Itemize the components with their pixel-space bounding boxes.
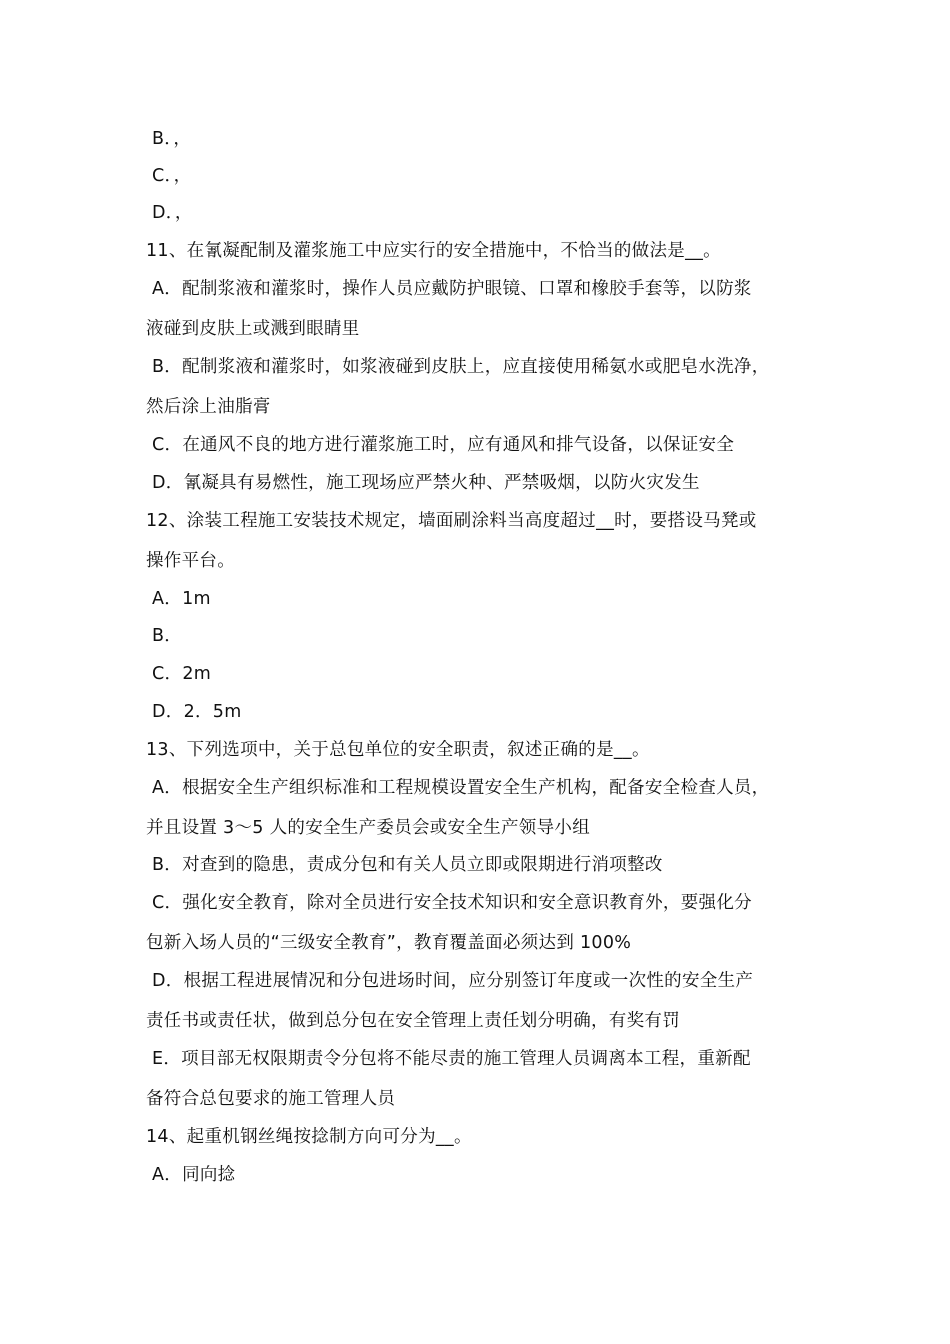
option-a-q11-cont: 液碰到皮肤上或溅到眼睛里 (146, 319, 360, 339)
option-c-q13: C．强化安全教育，除对全员进行安全技术知识和安全意识教育外，要强化分 (152, 893, 752, 913)
option-e-q13: E．项目部无权限期责令分包将不能尽责的施工管理人员调离本工程，重新配 (152, 1049, 751, 1069)
question-12: 12、涂装工程施工安装技术规定，墙面刷涂料当高度超过__时，要搭设马凳或 (146, 511, 757, 531)
option-d-q11: D．氰凝具有易燃性，施工现场应严禁火种、严禁吸烟，以防火灾发生 (152, 473, 700, 493)
option-e-q13-cont: 备符合总包要求的施工管理人员 (146, 1089, 396, 1109)
option-b-q11: B．配制浆液和灌浆时，如浆液碰到皮肤上，应直接使用稀氨水或肥皂水洗净， (152, 357, 770, 377)
option-a-q14: A．同向捻 (152, 1165, 236, 1185)
option-c-q12: C．2m (152, 664, 212, 684)
option-d-q13: D．根据工程进展情况和分包进场时间，应分别签订年度或一次性的安全生产 (152, 971, 754, 991)
option-b-q11-cont: 然后涂上油脂膏 (146, 397, 271, 417)
question-14: 14、起重机钢丝绳按捻制方向可分为__。 (146, 1127, 472, 1147)
option-b-q12: B． (152, 626, 183, 646)
option-b-q10: B．， (152, 129, 192, 149)
option-d-q13-cont: 责任书或责任状，做到总分包在安全管理上责任划分明确，有奖有罚 (146, 1011, 680, 1031)
option-c-q11: C．在通风不良的地方进行灌浆施工时，应有通风和排气设备，以保证安全 (152, 435, 735, 455)
option-b-q13: B．对查到的隐患，责成分包和有关人员立即或限期进行消项整改 (152, 855, 663, 875)
question-11: 11、在氰凝配制及灌浆施工中应实行的安全措施中，不恰当的做法是__。 (146, 241, 721, 261)
question-13: 13、下列选项中，关于总包单位的安全职责，叙述正确的是__。 (146, 740, 650, 760)
option-a-q13-cont: 并且设置 3～5 人的安全生产委员会或安全生产领导小组 (146, 818, 590, 838)
option-c-q10: C．， (152, 166, 192, 186)
option-d-q12: D．2．5m (152, 702, 242, 722)
option-d-q10: D．， (152, 203, 193, 223)
option-a-q13: A．根据安全生产组织标准和工程规模设置安全生产机构，配备安全检查人员， (152, 778, 770, 798)
option-c-q13-cont: 包新入场人员的“三级安全教育”，教育覆盖面必须达到 100% (146, 933, 632, 953)
option-a-q11: A．配制浆液和灌浆时，操作人员应戴防护眼镜、口罩和橡胶手套等，以防浆 (152, 279, 752, 299)
question-12-cont: 操作平台。 (146, 551, 235, 571)
option-a-q12: A．1m (152, 589, 211, 609)
